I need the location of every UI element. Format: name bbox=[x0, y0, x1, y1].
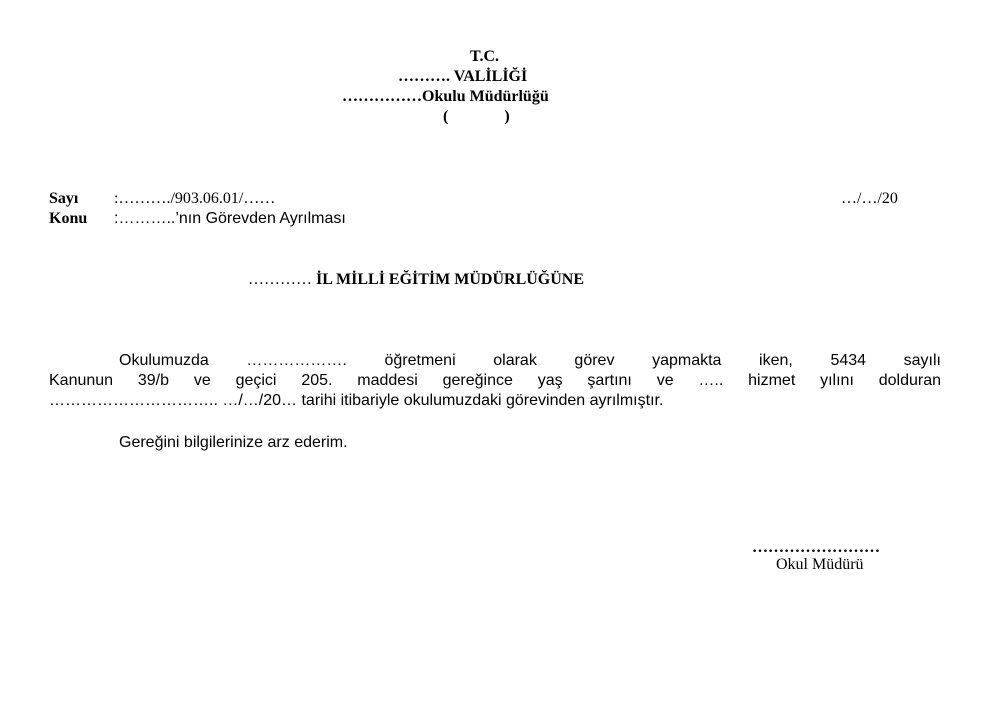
body-line-1: Okulumuzda ………………. öğretmeni olarak görev yapmakta iken, 5434 sayılı bbox=[119, 352, 941, 369]
recipient-name: İL MİLLİ EĞİTİM MÜDÜRLÜĞÜNE bbox=[316, 271, 585, 288]
signature-title: Okul Müdürü bbox=[776, 556, 864, 573]
document-date: …/…/20 bbox=[841, 190, 898, 207]
header-tc: T.C. bbox=[470, 48, 500, 65]
konu-value: :………..’nın Görevden Ayrılması bbox=[114, 210, 346, 227]
header-school-directorate: ……………Okulu Müdürlüğü bbox=[342, 88, 549, 105]
body-line-3: ………………………….. …/…/20… tarihi itibariyle okulumuzdaki görevinden ayrılmıştır. bbox=[49, 392, 664, 409]
recipient-prefix: ………… bbox=[248, 271, 312, 288]
konu-label: Konu bbox=[49, 210, 88, 227]
letter-body bbox=[49, 351, 941, 411]
header-parenthesis: ( ) bbox=[443, 108, 510, 125]
signature-dots: …………………… bbox=[752, 539, 880, 556]
recipient-line bbox=[248, 271, 584, 289]
closing-sentence: Gereğini bilgilerinize arz ederim. bbox=[119, 434, 348, 451]
sayi-label: Sayı bbox=[49, 190, 79, 207]
sayi-value: :………./903.06.01/…… bbox=[114, 190, 276, 207]
body-line-2: Kanunun 39/b ve geçici 205. maddesi gereğince yaş şartını ve ….. hizmet yılını dolduran bbox=[49, 372, 941, 389]
header-valilik: ………. VALİLİĞİ bbox=[398, 68, 528, 85]
